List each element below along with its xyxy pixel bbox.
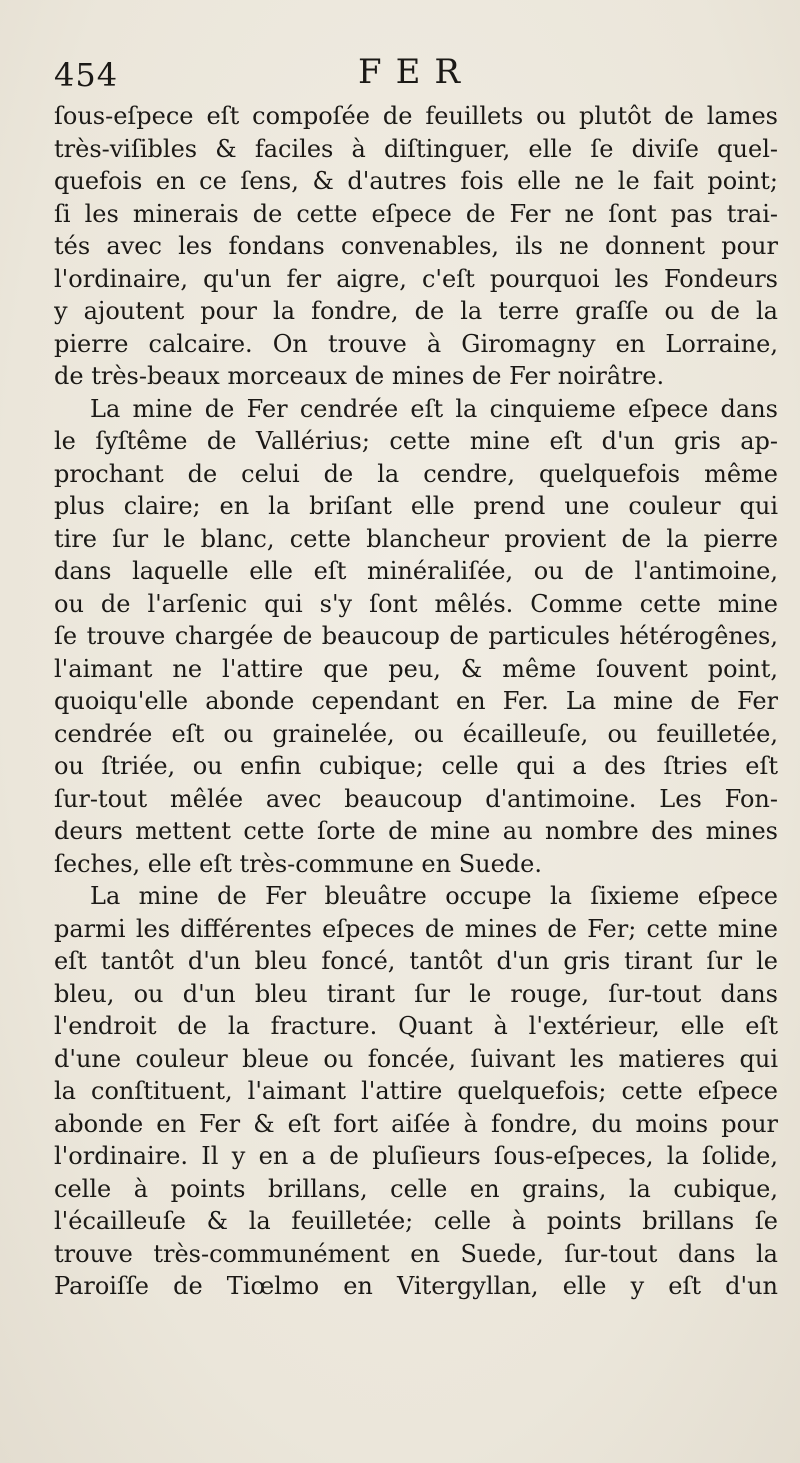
text-line: très-viſibles & faciles à diſtinguer, elle ſe diviſe quel- xyxy=(54,134,778,163)
text-line: ſur-tout mêlée avec beaucoup d'antimoine. Les Fon- xyxy=(54,784,778,813)
text-line: cendrée eſt ou grainelée, ou écailleuſe, ou feuilletée, xyxy=(54,719,778,748)
text-line: le ſyſtême de Vallérius; cette mine eſt d'un gris ap- xyxy=(54,427,778,455)
text-line: l'ordinaire, qu'un fer aigre, c'eſt pourquoi les Fondeurs xyxy=(54,264,778,293)
text-line: quefois en ce ſens, & d'autres fois elle ne le fait point; xyxy=(54,167,778,195)
text-line: plus claire; en la briſant elle prend une couleur qui xyxy=(54,492,778,520)
text-line: ſi les minerais de cette eſpece de Fer ne ſont pas trai- xyxy=(54,199,778,228)
text-line: y ajoutent pour la fondre, de la terre graſſe ou de la xyxy=(54,297,778,325)
text-line: ſe trouve chargée de beaucoup de particules hétérogênes, xyxy=(54,622,778,650)
paragraph-2 xyxy=(54,393,778,881)
text-line: La mine de Fer bleuâtre occupe la ſixieme eſpece xyxy=(90,882,778,910)
text-line: de très-beaux morceaux de mines de Fer noirâtre. xyxy=(54,362,665,390)
text-line: pierre calcaire. On trouve à Giromagny en Lorraine, xyxy=(54,329,778,358)
text-line: parmi les différentes eſpeces de mines de Fer; cette mine xyxy=(54,914,778,943)
text-line: ou ſtriée, ou enfin cubique; celle qui a des ſtries eſt xyxy=(54,752,778,780)
text-line: tire ſur le blanc, cette blancheur provient de la pierre xyxy=(54,524,778,553)
text-line: la conſtituent, l'aimant l'attire quelquefois; cette eſpece xyxy=(54,1077,778,1105)
text-line: l'ordinaire. Il y en a de pluſieurs ſous-eſpeces, la ſolide, xyxy=(54,1142,778,1170)
body-text xyxy=(54,100,778,1303)
text-line: deurs mettent cette ſorte de mine au nombre des mines xyxy=(54,817,778,845)
text-line: l'aimant ne l'attire que peu, & même ſouvent point, xyxy=(54,654,778,683)
paragraph-3 xyxy=(54,880,778,1303)
text-line: ſeches, elle eſt très-commune en Suede. xyxy=(54,849,542,878)
text-line: ou de l'arſenic qui s'y ſont mêlés. Comme cette mine xyxy=(54,589,778,618)
text-line: prochant de celui de la cendre, quelquefois même xyxy=(54,459,778,488)
text-line: dans laquelle elle eſt minéraliſée, ou de l'antimoine, xyxy=(54,557,778,585)
text-line: bleu, ou d'un bleu tirant ſur le rouge, ſur-tout dans xyxy=(54,979,778,1008)
text-line: l'endroit de la fracture. Quant à l'extérieur, elle eſt xyxy=(54,1012,778,1040)
text-line: Paroiſſe de Tiœlmo en Vitergyllan, elle y eſt d'un xyxy=(54,1272,778,1300)
text-line: La mine de Fer cendrée eſt la cinquieme eſpece dans xyxy=(90,394,778,423)
text-line: l'écailleuſe & la feuilletée; celle à points brillans ſe xyxy=(54,1207,778,1235)
text-line: eſt tantôt d'un bleu foncé, tantôt d'un gris tirant ſur le xyxy=(54,947,778,975)
page-header xyxy=(54,52,778,100)
text-line: quoiqu'elle abonde cependant en Fer. La mine de Fer xyxy=(54,687,778,715)
text-line: ſous-eſpece eſt compoſée de feuillets ou plutôt de lames xyxy=(54,102,778,130)
text-line: trouve très-communément en Suede, ſur-tout dans la xyxy=(54,1239,778,1268)
page-number: 454 xyxy=(54,56,119,94)
text-line: celle à points brillans, celle en grains, la cubique, xyxy=(54,1174,778,1203)
running-head: FER xyxy=(357,52,474,92)
paragraph-1 xyxy=(54,100,778,393)
text-line: tés avec les fondans convenables, ils ne donnent pour xyxy=(54,232,778,260)
text-line: d'une couleur bleue ou foncée, ſuivant les matieres qui xyxy=(54,1044,778,1073)
text-line: abonde en Fer & eſt fort aiſée à fondre, du moins pour xyxy=(54,1109,778,1138)
